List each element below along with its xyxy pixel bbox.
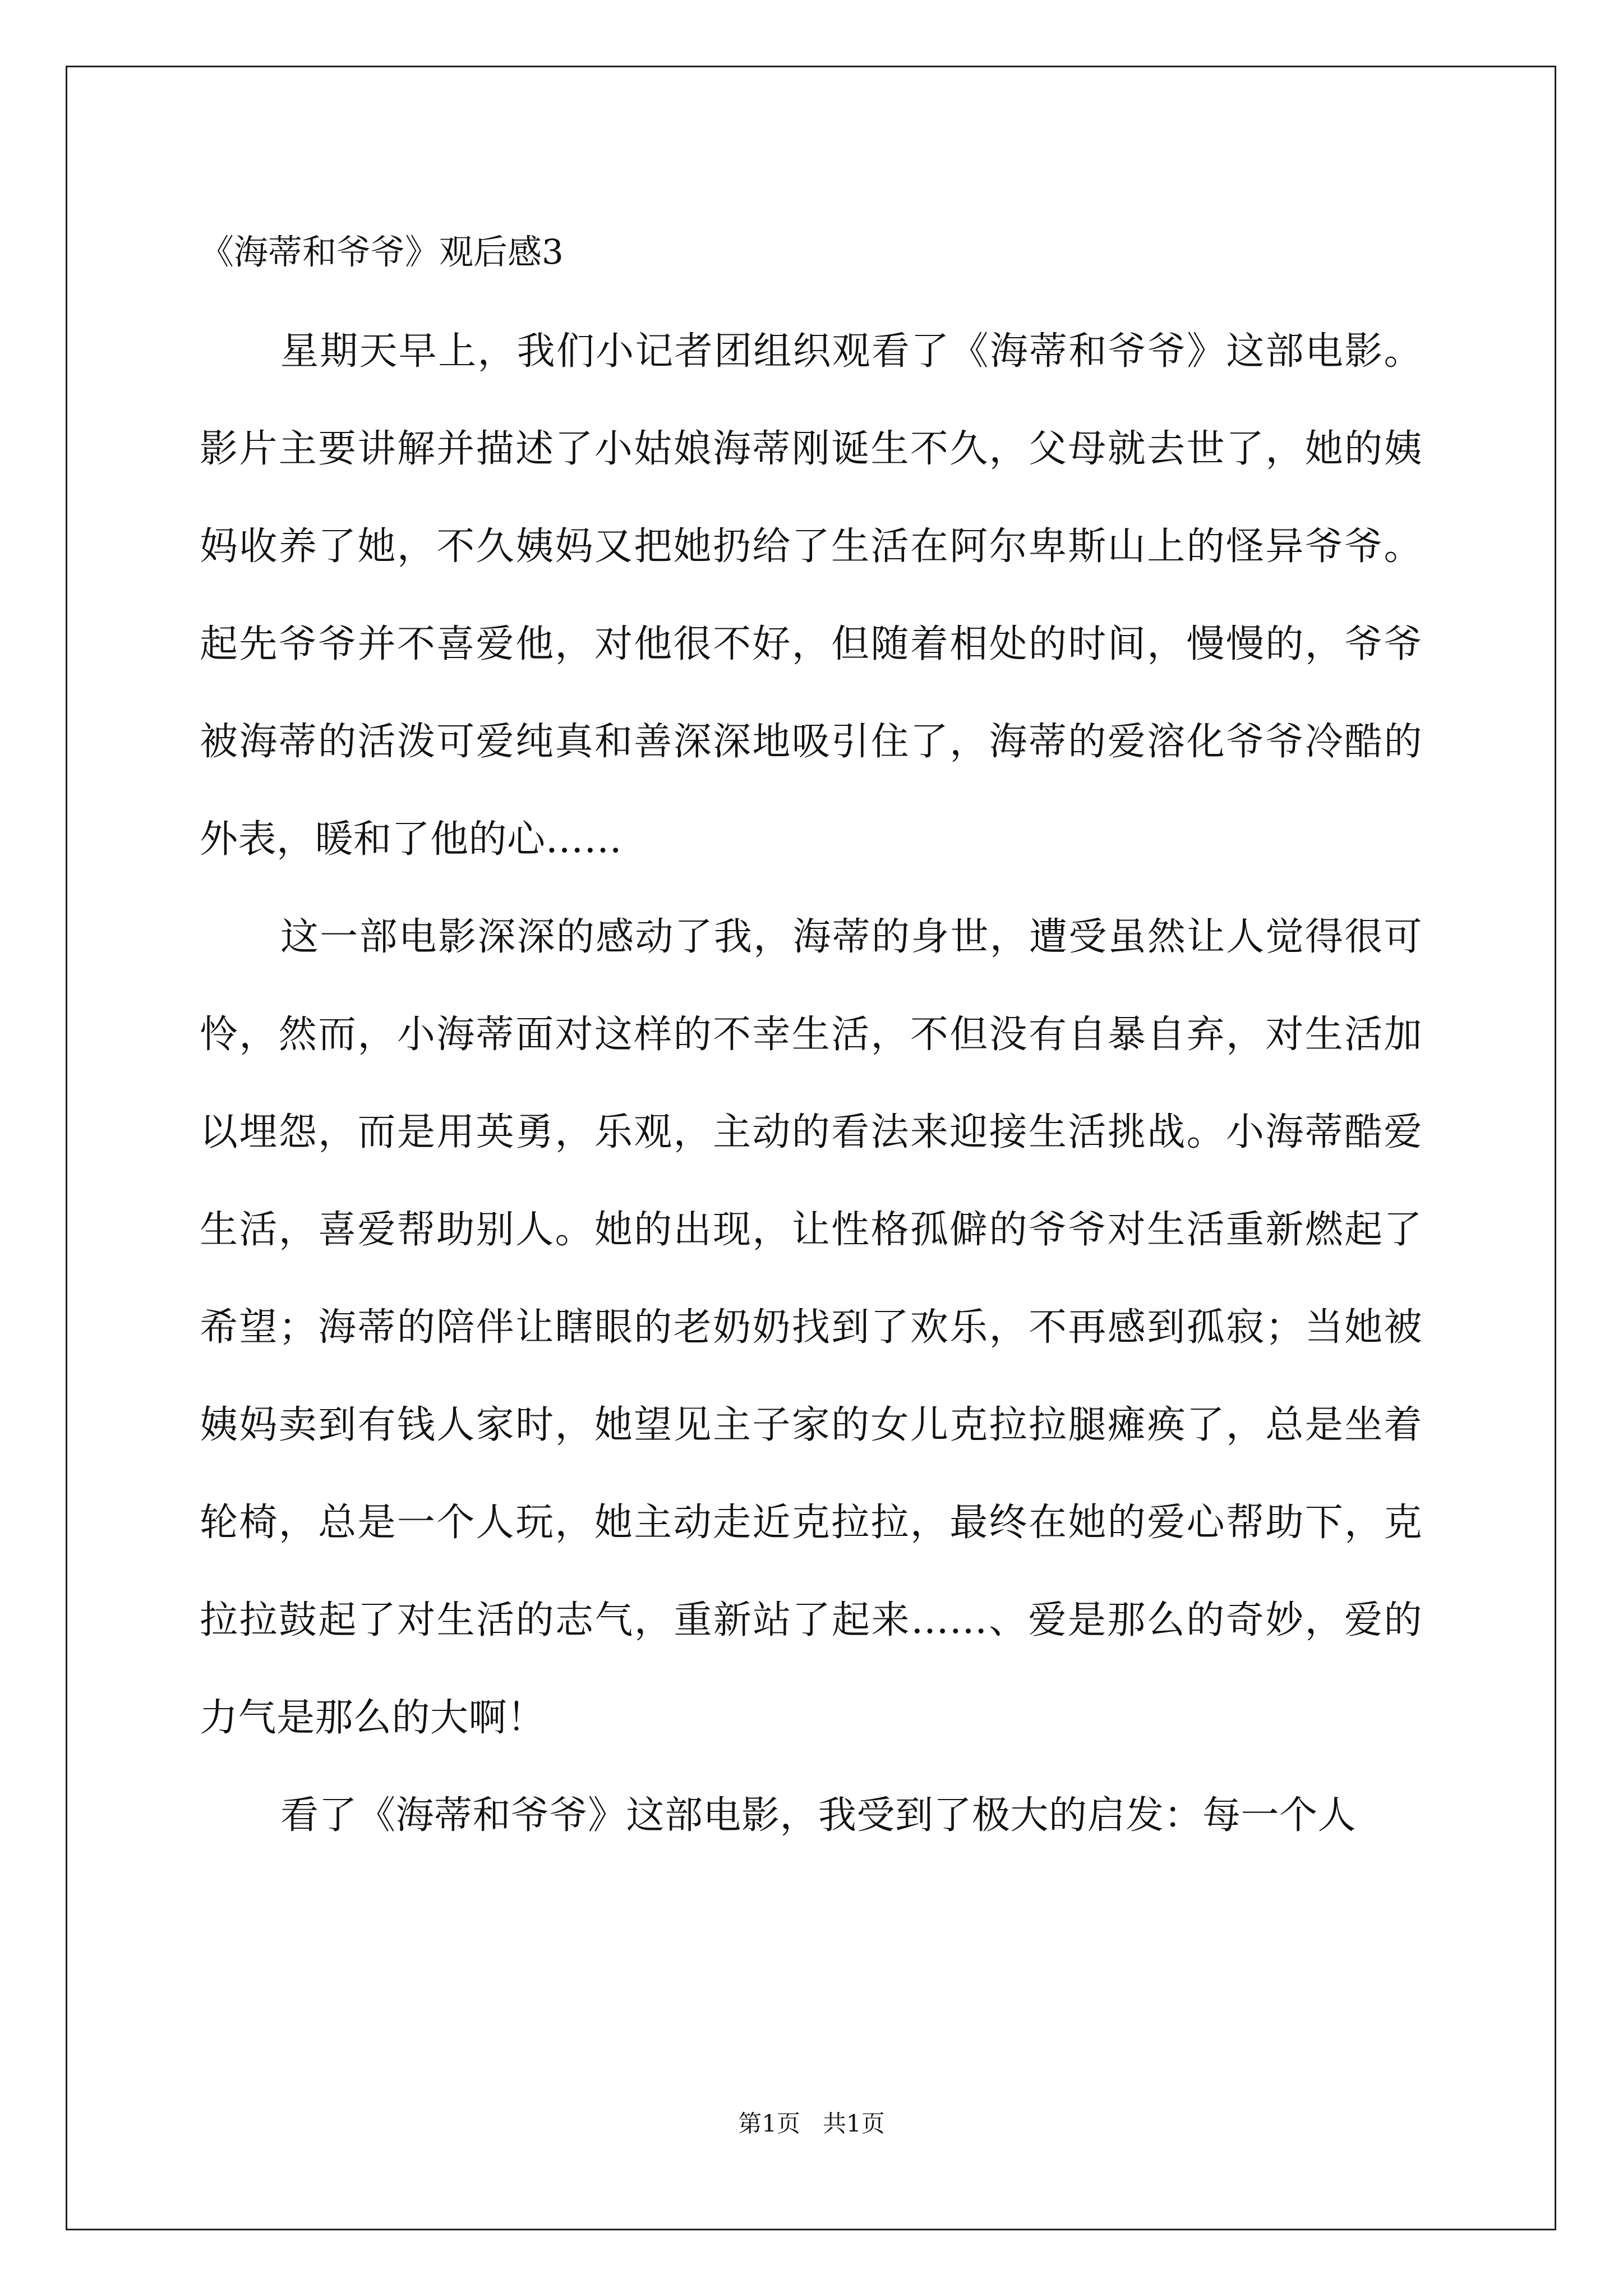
paragraph-2: 这一部电影深深的感动了我，海蒂的身世，遭受虽然让人觉得很可怜，然而，小海蒂面对这样的不幸生活，不但没有自暴自弃，对生活加以埋怨，而是用英勇，乐观，主动的看法来迎接生活挑战。小海蒂酷爱生活，喜爱帮助别人。她的出现，让性格孤僻的爷爷对生活重新燃起了希望；海蒂的陪伴让瞎眼的老奶奶找到了欢乐，不再感到孤寂；当她被姨妈卖到有钱人家时，她望见主子家的女儿克拉拉腿瘫痪了，总是坐着轮椅，总是一个人玩，她主动走近克拉拉，最终在她的爱心帮助下，克拉拉鼓起了对生活的志气，重新站了起来……、爱是那么的奇妙，爱的力气是那么的大啊！ — [200, 915, 1422, 1740]
paragraph-3: 看了《海蒂和爷爷》这部电影，我受到了极大的启发：每一个人 — [280, 1793, 1357, 1838]
document-title: 《海蒂和爷爷》观后感3 — [200, 232, 564, 272]
page-number-footer: 第1页 共1页 — [738, 2110, 885, 2137]
paragraph-1: 星期天早上，我们小记者团组织观看了《海蒂和爷爷》这部电影。影片主要讲解并描述了小姑娘海蒂刚诞生不久，父母就去世了，她的姨妈收养了她，不久姨妈又把她扔给了生活在阿尔卑斯山上的怪异爷爷。起先爷爷并不喜爱他，对他很不好，但随着相处的时间，慢慢的，爷爷被海蒂的活泼可爱纯真和善深深地吸引住了，海蒂的爱溶化爷爷冷酷的外表，暖和了他的心…… — [200, 329, 1422, 862]
document-body — [200, 202, 1422, 1865]
